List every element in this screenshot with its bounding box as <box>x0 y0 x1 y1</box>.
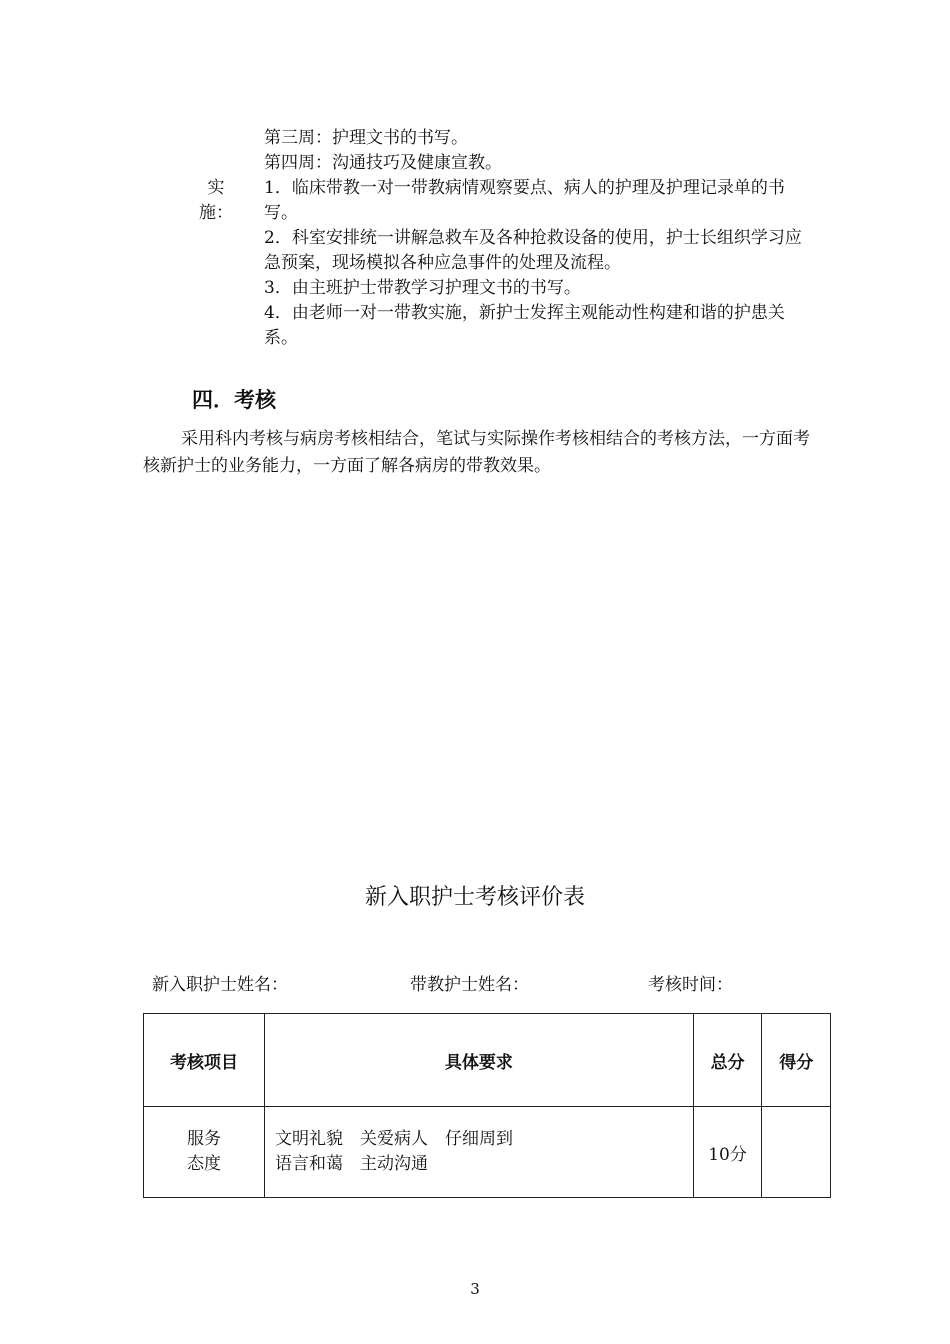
week-plan <box>264 126 502 176</box>
form-title: 新入职护士考核评价表 <box>364 885 585 910</box>
header-requirements: 具体要求 <box>265 1014 694 1107</box>
implementation-label <box>186 176 246 226</box>
item-line: 服务 <box>187 1129 221 1149</box>
week-three: 第三周：护理文书的书写。 <box>264 128 468 148</box>
cell-score <box>762 1107 831 1198</box>
week-four: 第四周：沟通技巧及健康宣教。 <box>264 153 502 173</box>
header-total: 总分 <box>693 1014 762 1107</box>
implementation-item: 1．临床带教一对一带教病情观察要点、病人的护理及护理记录单的书写。 <box>264 178 785 223</box>
cell-item <box>144 1107 265 1198</box>
section-heading: 四．考核 <box>192 388 276 412</box>
cell-total: 10分 <box>693 1107 762 1198</box>
cell-requirements <box>265 1107 694 1198</box>
requirement-line: 文明礼貌 关爱病人 仔细周到 <box>275 1129 514 1149</box>
header-item: 考核项目 <box>144 1014 265 1107</box>
implementation-label-line2: 施： <box>199 203 233 223</box>
table-header-row <box>144 1014 831 1107</box>
implementation-item: 3．由主班护士带教学习护理文书的书写。 <box>264 278 581 298</box>
assessment-paragraph: 采用科内考核与病房考核相结合，笔试与实际操作考核相结合的考核方法，一方面考核新护士的业务能力，一方面了解各病房的带教效果。 <box>143 429 810 476</box>
implementation-label-line1: 实 <box>207 178 225 198</box>
requirement-line: 语言和蔼 主动沟通 <box>275 1154 429 1174</box>
page-number: 3 <box>470 1280 480 1298</box>
table-row <box>144 1107 831 1198</box>
implementation-item: 4．由老师一对一带教实施，新护士发挥主观能动性构建和谐的护患关系。 <box>264 303 785 348</box>
item-line: 态度 <box>187 1154 221 1174</box>
mentor-name-label: 带教护士姓名： <box>410 975 529 995</box>
implementation-item: 2．科室安排统一讲解急救车及各种抢救设备的使用，护士长组织学习应急预案，现场模拟各种应急事件的处理及流程。 <box>264 228 802 273</box>
assessment-time-label: 考核时间： <box>648 975 733 995</box>
new-nurse-name-label: 新入职护士姓名： <box>152 975 288 995</box>
evaluation-table <box>143 1013 831 1198</box>
implementation-items <box>264 176 814 351</box>
header-score: 得分 <box>762 1014 831 1107</box>
